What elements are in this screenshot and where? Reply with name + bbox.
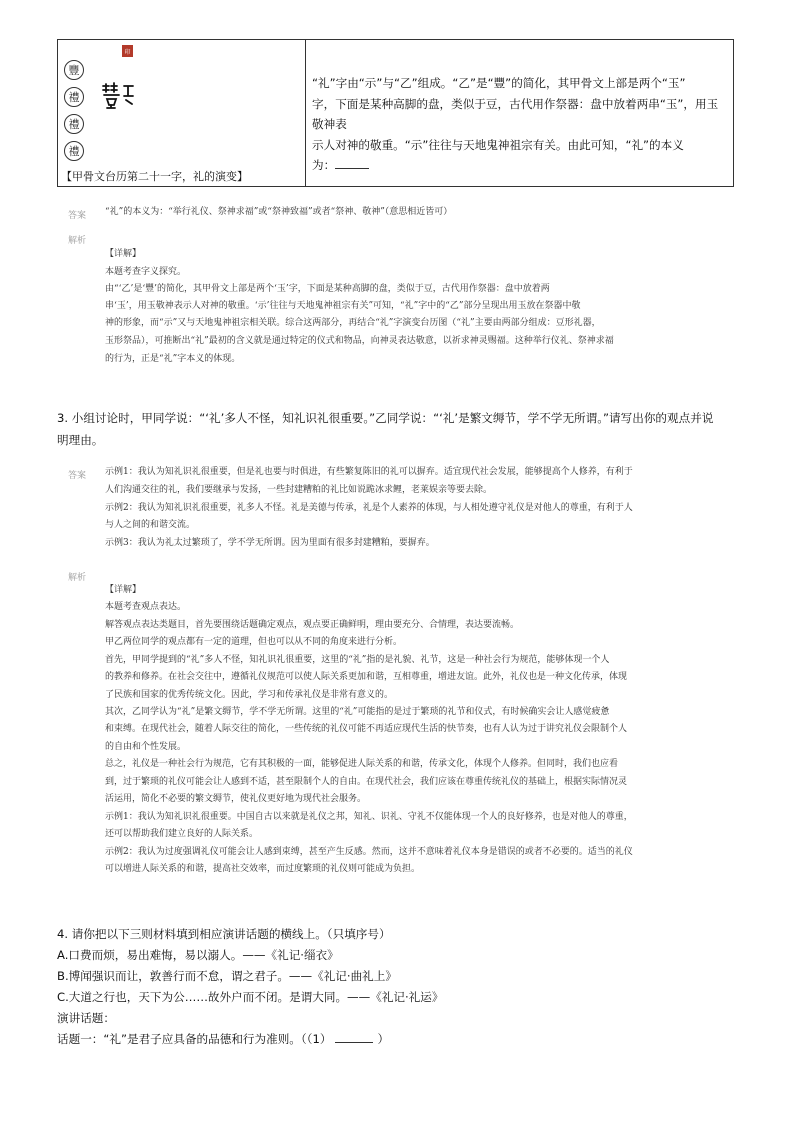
answer-line: 与人之间的和谐交流。: [105, 520, 196, 530]
red-seal-icon: 印: [122, 45, 133, 57]
glyph-4: 禮: [64, 141, 84, 161]
analysis-line: 神的形象，而“示”又与天地鬼神祖宗相关联。综合这两部分，再结合“礼”字演变台历图（“礼”主要由两部分组成：豆形礼器，: [105, 318, 601, 328]
table-caption: 【甲骨文台历第二十一字，礼的演变】: [61, 170, 248, 183]
analysis-line: 总之，礼仪是一种社会行为规范，它有其积极的一面，能够促进人际关系的和谐，传承文化，体现个人修养。但同时，我们也应看: [105, 759, 619, 769]
answer-line: 示例3：我认为礼太过繁琐了，学不学无所谓。因为里面有很多封建糟粕，要摒弃。: [105, 538, 435, 548]
question-3-line-1: 3. 小组讨论时，甲同学说：“‘礼’多人不怪，知礼识礼很重要。”乙同学说：“‘礼’是繁文缛节，学不学无所谓。”请写出你的观点并说: [57, 411, 714, 425]
topic-1-prefix: 话题一：“礼”是君子应具备的品德和行为准则。（（1）: [57, 1032, 332, 1046]
analysis-line: 可以增进人际关系的和谐，提高社交效率，而过度繁琐的礼仪则可能成为负担。: [105, 864, 421, 874]
table-image-cell: [58, 40, 306, 186]
topic-1-blank[interactable]: [335, 1031, 373, 1043]
analysis-line: 串‘玉’，用玉敬神表示人对神的敬重。‘示’往往与天地鬼神祖宗有关”可知，“礼”字中的“乙”部分呈现出用玉放在祭器中敬: [105, 301, 581, 311]
material-c: C.大道之行也，天下为公……故外户而不闭。是谓大同。——《礼记·礼运》: [57, 990, 444, 1004]
question-3-line-2: 明理由。: [57, 433, 104, 447]
analysis-line: 示例1：我认为知礼识礼很重要。中国自古以来就是礼仪之邦，知礼、识礼、守礼不仅能体现一个人的良好修养，也是对他人的尊重，: [105, 812, 633, 822]
oracle-bone-character-icon: [102, 80, 136, 110]
material-a: A.口费而烦，易出难悔，易以溺人。——《礼记·缁衣》: [57, 948, 339, 962]
table-text-line-4: [312, 155, 727, 176]
answer-tag: 答案: [68, 211, 87, 221]
answer-blank: [335, 157, 369, 169]
answer-line: 示例1：我认为知礼识礼很重要，但是礼也要与时俱进，有些繁复陈旧的礼可以摒弃。适宜现代社会发展，能够提高个人修养，有利于: [105, 467, 633, 477]
analysis-tag: 解析: [68, 236, 87, 246]
answer-text: “礼”的本义为：“举行礼仪、祭神求福”或“祭神致福”或者“祭神、敬神”（意思相近皆可）: [105, 207, 453, 217]
answer-tag: 答案: [68, 471, 87, 481]
analysis-line: 还可以帮助我们建立良好的人际关系。: [105, 829, 259, 839]
analysis-line: 的自由和个性发展。: [105, 742, 187, 752]
topic-1: [57, 1029, 389, 1051]
analysis-line: 玉形祭品），可推断出“礼”最初的含义就是通过特定的仪式和物品，向神灵表达敬意，以祈求神灵赐福。这种举行仪礼、祭神求福: [105, 336, 614, 346]
analysis-tag: 解析: [68, 573, 87, 583]
glyph-3: 禮: [64, 114, 84, 134]
question-4: 4. 请你把以下三则材料填到相应演讲话题的横线上。（只填序号）: [57, 927, 391, 941]
analysis-line: 解答观点表达类题目，首先要围绕话题确定观点，观点要正确鲜明，理由要充分、合情理，表达要流畅。: [105, 620, 520, 630]
analysis-line: 和束缚。在现代社会，随着人际交往的简化，一些传统的礼仪可能不再适应现代生活的快节奏，也有人认为过于讲究礼仪会限制个人: [105, 724, 628, 734]
answer-line: 示例2：我认为知礼识礼很重要，礼多人不怪。礼是美德与传承，礼是个人素养的体现，与人相处遵守礼仪是对他人的尊重，有利于人: [105, 503, 633, 513]
glyph-2: 禮: [64, 87, 84, 107]
table-text-line-1: “礼”字由“示”与“乙”组成。“乙”是“豐”的简化，其甲骨文上部是两个“玉”: [312, 76, 686, 90]
analysis-line: 本题考查字义探究。: [105, 267, 187, 277]
analysis-line: 的行为，正是“礼”字本义的体现。: [105, 354, 241, 364]
analysis-line: 的教养和修养。在社会交往中，遵循礼仪规范可以使人际关系更加和谐，互相尊重，增进友谊。此外，礼仪也是一种文化传承，体现: [105, 672, 628, 682]
table-text-line-2: 字，下面是某种高脚的盘，类似于豆，古代用作祭器：盘中放着两串“玉”，用玉敬神表: [312, 96, 719, 131]
analysis-line: 活运用，简化不必要的繁文缛节，使礼仪更好地为现代社会服务。: [105, 794, 367, 804]
analysis-line: 首先，甲同学提到的“礼”多人不怪，知礼识礼很重要，这里的“礼”指的是礼貌、礼节，这是一种社会行为规范，能够体现一个人: [105, 655, 610, 665]
analysis-line: 甲乙两位同学的观点都有一定的道理，但也可以从不同的角度来进行分析。: [105, 637, 403, 647]
analysis-line: 到，过于繁琐的礼仪可能会让人感到不适，甚至限制个人的自由。在现代社会，我们应该在尊重传统礼仪的基础上，根据实际情况灵: [105, 777, 628, 787]
topics-label: 演讲话题：: [57, 1011, 115, 1025]
answer-line: 人们沟通交往的礼，我们要继承与发扬，一些封建糟粕的礼比如说跪冰求鲤，老莱娱亲等要去除。: [105, 485, 493, 495]
analysis-line: 其次，乙同学认为“礼”是繁文缛节，学不学无所谓。这里的“礼”可能指的是过于繁琐的礼节和仪式，有时候确实会让人感觉疲惫: [105, 707, 610, 717]
table-text-line-3: 示人对神的敬重。“示”往往与天地鬼神祖宗有关。由此可知，“礼”的本义: [312, 137, 684, 152]
topic-1-suffix: ）: [377, 1032, 390, 1046]
analysis-line: 本题考查观点表达。: [105, 602, 187, 612]
analysis-line: 【详解】: [105, 249, 142, 259]
question-table: [57, 39, 734, 187]
table-text-line-4-label: 为：: [312, 158, 336, 172]
analysis-line: 由“‘乙’是‘豐’的简化，其甲骨文上部是两个‘玉’字，下面是某种高脚的盘，类似于豆，古代用作祭器：盘中放着两: [105, 284, 550, 294]
analysis-line: 示例2：我认为过度强调礼仪可能会让人感到束缚，甚至产生反感。然而，这并不意味着礼仪本身是错误的或者不必要的。适当的礼仪: [105, 847, 633, 857]
glyph-evolution-column: [64, 60, 88, 168]
table-text-cell: [306, 40, 733, 186]
material-b: B.博闻强识而让，敦善行而不怠，谓之君子。——《礼记·曲礼上》: [57, 969, 397, 983]
analysis-line: 了民族和国家的优秀传统文化。因此，学习和传承礼仪是非常有意义的。: [105, 690, 394, 700]
glyph-1: 豐: [64, 60, 84, 80]
analysis-line: 【详解】: [105, 585, 142, 595]
